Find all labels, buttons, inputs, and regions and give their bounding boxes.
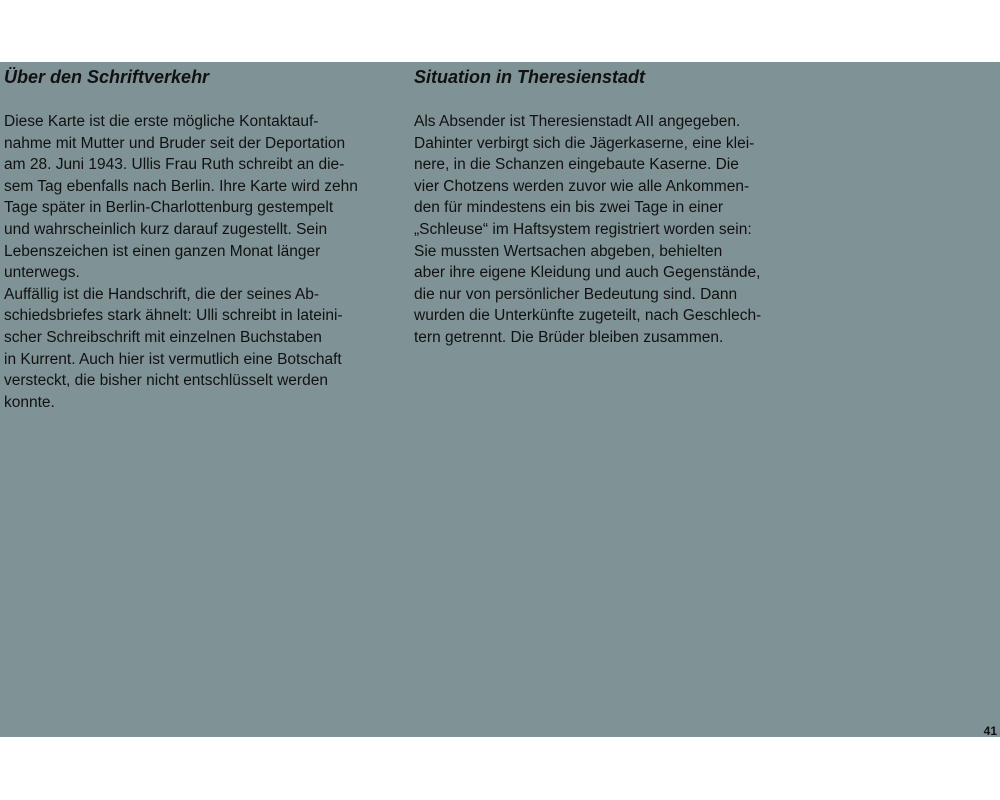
text-line: und wahrscheinlich kurz darauf zugestellt. Sein — [4, 220, 328, 238]
text-line: Tage später in Berlin-Charlottenburg gestempelt — [4, 199, 334, 217]
text-line: Lebenszeichen ist einen ganzen Monat länger — [4, 242, 321, 260]
text-line: aber ihre eigene Kleidung und auch Gegenstände, — [414, 264, 761, 282]
text-line: Sie mussten Wertsachen abgeben, behielten — [414, 242, 723, 260]
text-line: die nur von persönlicher Bedeutung sind. Dann — [414, 285, 738, 303]
text-line: nahme mit Mutter und Bruder seit der Deportation — [4, 134, 346, 152]
text-line: Als Absender ist Theresienstadt AII angegeben. — [414, 113, 741, 130]
text-line: Dahinter verbirgt sich die Jägerkaserne, eine klei- — [414, 134, 755, 152]
page-number: 41 — [983, 724, 997, 738]
left-column-heading: Über den Schriftverkehr — [4, 67, 210, 87]
right-column-body — [414, 111, 761, 349]
text-line: konnte. — [4, 393, 55, 411]
text-line: scher Schreibschrift mit einzelnen Buchstaben — [4, 328, 322, 346]
text-line: schiedsbriefes stark ähnelt: Ulli schreibt in lateini- — [4, 307, 343, 325]
text-line: unterwegs. — [4, 264, 80, 282]
text-line: versteckt, die bisher nicht entschlüsselt werden — [4, 372, 328, 390]
text-line: am 28. Juni 1943. Ullis Frau Ruth schreibt an die- — [4, 156, 345, 174]
text-line: in Kurrent. Auch hier ist vermutlich eine Botschaft — [4, 350, 342, 368]
content-panel — [0, 62, 1000, 737]
text-line: Auffällig ist die Handschrift, die der seines Ab- — [4, 285, 320, 303]
text-line: vier Chotzens werden zuvor wie alle Ankommen- — [414, 177, 750, 195]
text-line: wurden die Unterkünfte zugeteilt, nach Geschlech- — [414, 307, 762, 325]
text-line: nere, in die Schanzen eingebaute Kaserne. Die — [414, 156, 739, 174]
right-column-heading: Situation in Theresienstadt — [414, 67, 646, 87]
text-line: sem Tag ebenfalls nach Berlin. Ihre Karte wird zehn — [4, 177, 358, 195]
text-line: den für mindestens ein bis zwei Tage in einer — [414, 199, 724, 217]
text-line: „Schleuse“ im Haftsystem registriert worden sein: — [414, 220, 752, 238]
text-line: Diese Karte ist die erste mögliche Kontaktauf- — [4, 113, 319, 130]
left-column-body — [4, 111, 358, 413]
text-line: tern getrennt. Die Brüder bleiben zusammen. — [414, 328, 724, 346]
